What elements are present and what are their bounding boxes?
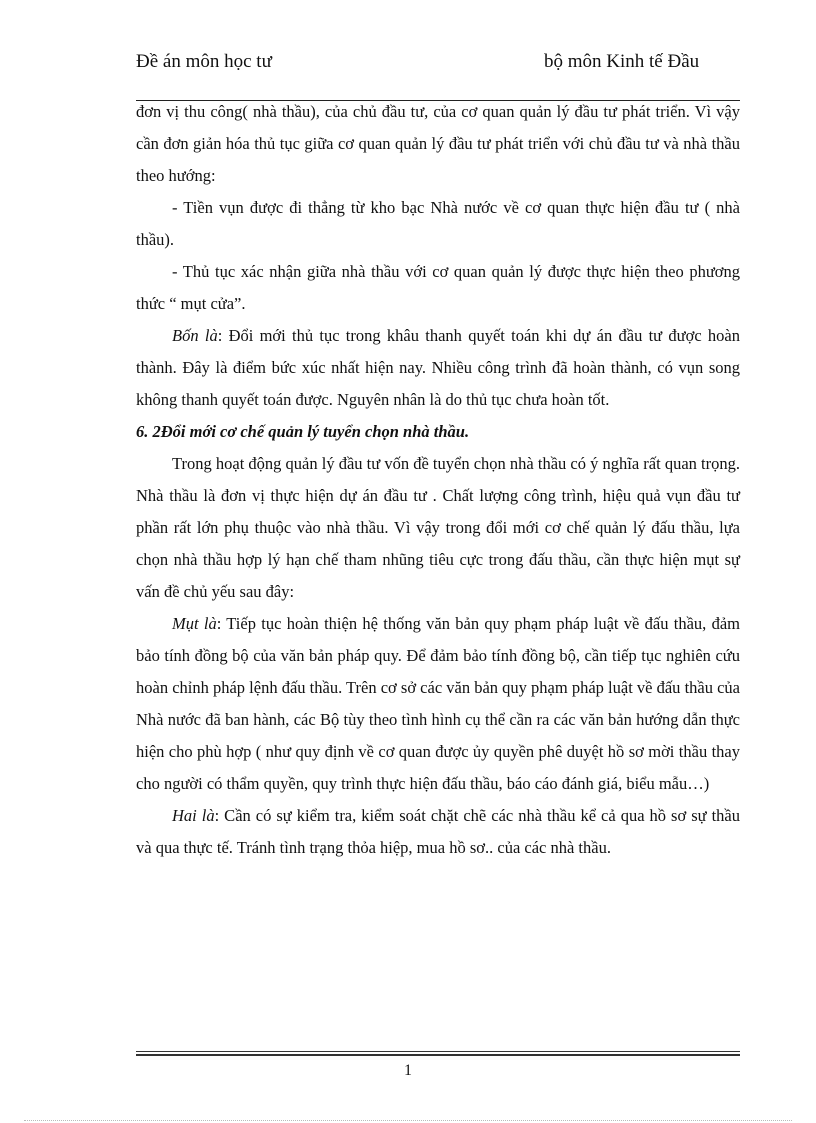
page-number: 1 [404, 1062, 412, 1079]
header-course-title: Đề án môn học tư [136, 51, 272, 72]
paragraph-7-lead: Hai là [172, 806, 215, 825]
paragraph-6-lead: Mụt là [172, 614, 217, 633]
document-body [136, 96, 740, 864]
footer-rule-thick [136, 1054, 740, 1056]
paragraph-6-text: : Tiếp tục hoàn thiện hệ thống văn bản quy phạm pháp luật về đấu thầu, đảm bảo tính đồng bộ của văn bản pháp quy. Để đảm bảo tính đồng bộ, cần tiếp tục nghiên cứu hoàn chỉnh pháp lệnh đấu thầu. Trên cơ sở các văn bản quy phạm pháp luật về đấu thầu của Nhà nước đã ban hành, các Bộ tùy theo tình hình cụ thể cần ra các văn bản hướng dẫn thực hiện cho phù hợp ( như quy định về cơ quan được ủy quyền phê duyệt hồ sơ mời thầu thay cho người có thẩm quyền, quy trình thực hiện đấu thầu, báo cáo đánh giá, biểu mẫu…) [136, 614, 740, 793]
section-heading: 6. 2Đổi mới cơ chế quản lý tuyển chọn nhà thầu. [136, 422, 470, 441]
header-department: bộ môn Kinh tế Đầu [544, 51, 700, 72]
footer-rule-thin [136, 1051, 740, 1052]
page-edge-dotted-line [24, 1120, 792, 1121]
paragraph-4 [136, 320, 740, 416]
paragraph-7 [136, 800, 740, 864]
paragraph-5: Trong hoạt động quản lý đầu tư vốn đề tuyển chọn nhà thầu có ý nghĩa rất quan trọng. Nhà thầu là đơn vị thực hiện dự án đầu tư . Chất lượng công trình, hiệu quả vụn đầu tư phần rất lớn phụ thuộc vào nhà thầu. Vì vậy trong đổi mới cơ chế quản lý đấu thầu, lựa chọn nhà thầu hợp lý hạn chế tham nhũng tiêu cực trong đấu thầu, cần thực hiện mụt sự vấn đề chủ yếu sau đây: [136, 454, 740, 601]
paragraph-3: - Thủ tục xác nhận giữa nhà thầu với cơ quan quản lý được thực hiện theo phương thức “ mụt cửa”. [136, 262, 740, 313]
paragraph-4-lead: Bốn là [172, 326, 218, 345]
page-header [136, 49, 740, 99]
paragraph-7-text: : Cần có sự kiểm tra, kiểm soát chặt chẽ các nhà thầu kể cả qua hồ sơ sự thầu và qua thực tế. Tránh tình trạng thỏa hiệp, mua hồ sơ.. của các nhà thầu. [136, 806, 740, 857]
paragraph-1: đơn vị thu công( nhà thầu), của chủ đầu tư, của cơ quan quản lý đầu tư phát triển. Vì vậy cần đơn giản hóa thủ tục giữa cơ quan quản lý đầu tư phát triển với chủ đầu tư và nhà thầu theo hướng: [136, 102, 740, 185]
paragraph-4-text: : Đổi mới thủ tục trong khâu thanh quyết toán khi dự án đầu tư được hoàn thành. Đây là điểm bức xúc nhất hiện nay. Nhiều công trình đã hoàn thành, có vụn song không thanh quyết toán được. Nguyên nhân là do thủ tục chưa hoàn tốt. [136, 326, 740, 409]
paragraph-2: - Tiền vụn được đi thẳng từ kho bạc Nhà nước về cơ quan thực hiện đầu tư ( nhà thầu). [136, 198, 740, 249]
paragraph-6 [136, 608, 740, 800]
